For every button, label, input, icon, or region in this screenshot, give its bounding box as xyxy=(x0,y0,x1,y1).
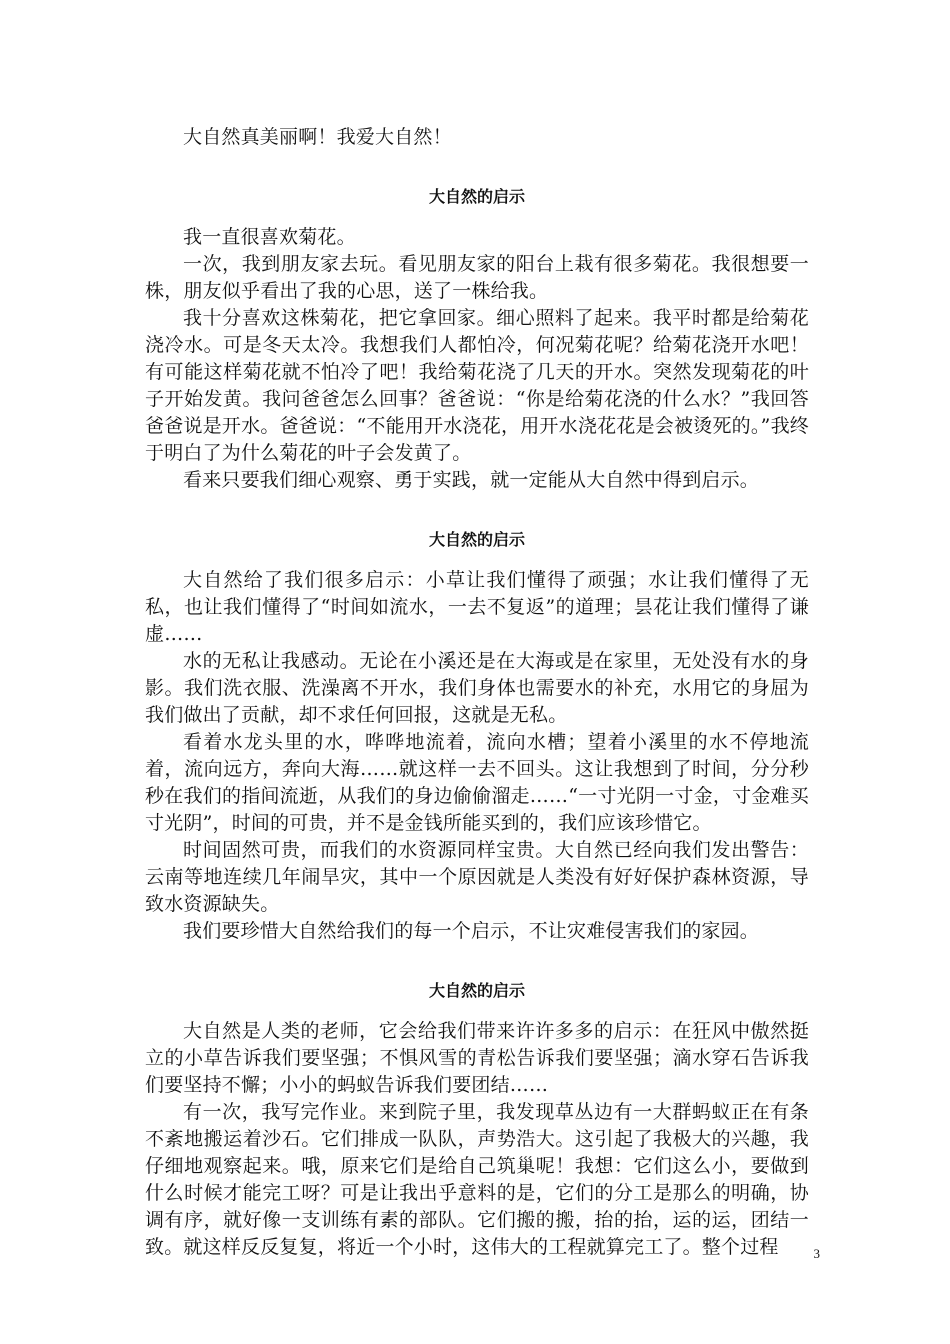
paragraph: 看着水龙头里的水，哗哗地流着，流向水槽；望着小溪里的水不停地流着，流向远方，奔向大海……就这样一去不回头。这让我想到了时间，分分秒秒在我们的指间流逝，从我们的身边偷偷溜走……“一寸光阴一寸金，寸金难买寸光阴”，时间的可贵，并不是金钱所能买到的，我们应该珍惜它。 xyxy=(145,731,809,834)
intro-closing-line: 大自然真美丽啊！我爱大自然！ xyxy=(183,126,452,148)
paragraph: 大自然是人类的老师，它会给我们带来许许多多的启示：在狂风中傲然挺立的小草告诉我们要坚强；不惧风雪的青松告诉我们要坚强；滴水穿石告诉我们要坚持不懈；小小的蚂蚁告诉我们要团结…… xyxy=(145,1020,809,1096)
page-number: 3 xyxy=(813,1246,820,1261)
paragraph: 水的无私让我感动。无论在小溪还是在大海或是在家里，无处没有水的身影。我们洗衣服、洗澡离不开水，我们身体也需要水的补充，水用它的身屈为我们做出了贡献，却不求任何回报，这就是无私。 xyxy=(145,650,809,726)
page-content xyxy=(145,124,809,1261)
paragraph: 看来只要我们细心观察、勇于实践，就一定能从大自然中得到启示。 xyxy=(183,469,760,491)
paragraph: 大自然给了我们很多启示：小草让我们懂得了顽强；水让我们懂得了无私，也让我们懂得了“时间如流水，一去不复返”的道理；昙花让我们懂得了谦虚…… xyxy=(145,569,809,645)
paragraph: 有一次，我写完作业。来到院子里，我发现草丛边有一大群蚂蚁正在有条不紊地搬运着沙石。它们排成一队队，声势浩大。这引起了我极大的兴趣，我仔细地观察起来。哦，原来它们是给自己筑巢呢！我想：它们这么小，要做到什么时候才能完工呀？可是让我出乎意料的是，它们的分工是那么的明确，协调有序，就好像一支训练有素的部队。它们搬的搬，抬的抬，运的运，团结一致。就这样反反复复，将近一个小时，这伟大的工程就算完工了。整个过程 xyxy=(145,1101,809,1258)
paragraph: 时间固然可贵，而我们的水资源同样宝贵。大自然已经向我们发出警告：云南等地连续几年闹旱灾，其中一个原因就是人类没有好好保护森林资源，导致水资源缺失。 xyxy=(145,839,809,915)
section-title: 大自然的启示 xyxy=(428,187,525,206)
paragraph: 我一直很喜欢菊花。 xyxy=(183,226,356,248)
paragraph: 我十分喜欢这株菊花，把它拿回家。细心照料了起来。我平时都是给菊花浇冷水。可是冬天太冷。我想我们人都怕冷，何况菊花呢？给菊花浇开水吧！有可能这样菊花就不怕冷了吧！我给菊花浇了几天的开水。突然发现菊花的叶子开始发黄。我问爸爸怎么回事？爸爸说：“你是给菊花浇的什么水？”我回答爸爸说是开水。爸爸说：“不能用开水浇花，用开水浇花花是会被烫死的。”我终于明白了为什么菊花的叶子会发黄了。 xyxy=(145,307,809,464)
section-title: 大自然的启示 xyxy=(428,530,525,549)
paragraph: 一次，我到朋友家去玩。看见朋友家的阳台上栽有很多菊花。我很想要一株，朋友似乎看出了我的心思，送了一株给我。 xyxy=(145,253,809,302)
paragraph: 我们要珍惜大自然给我们的每一个启示，不让灾难侵害我们的家园。 xyxy=(183,920,760,942)
section-title: 大自然的启示 xyxy=(428,981,525,1000)
